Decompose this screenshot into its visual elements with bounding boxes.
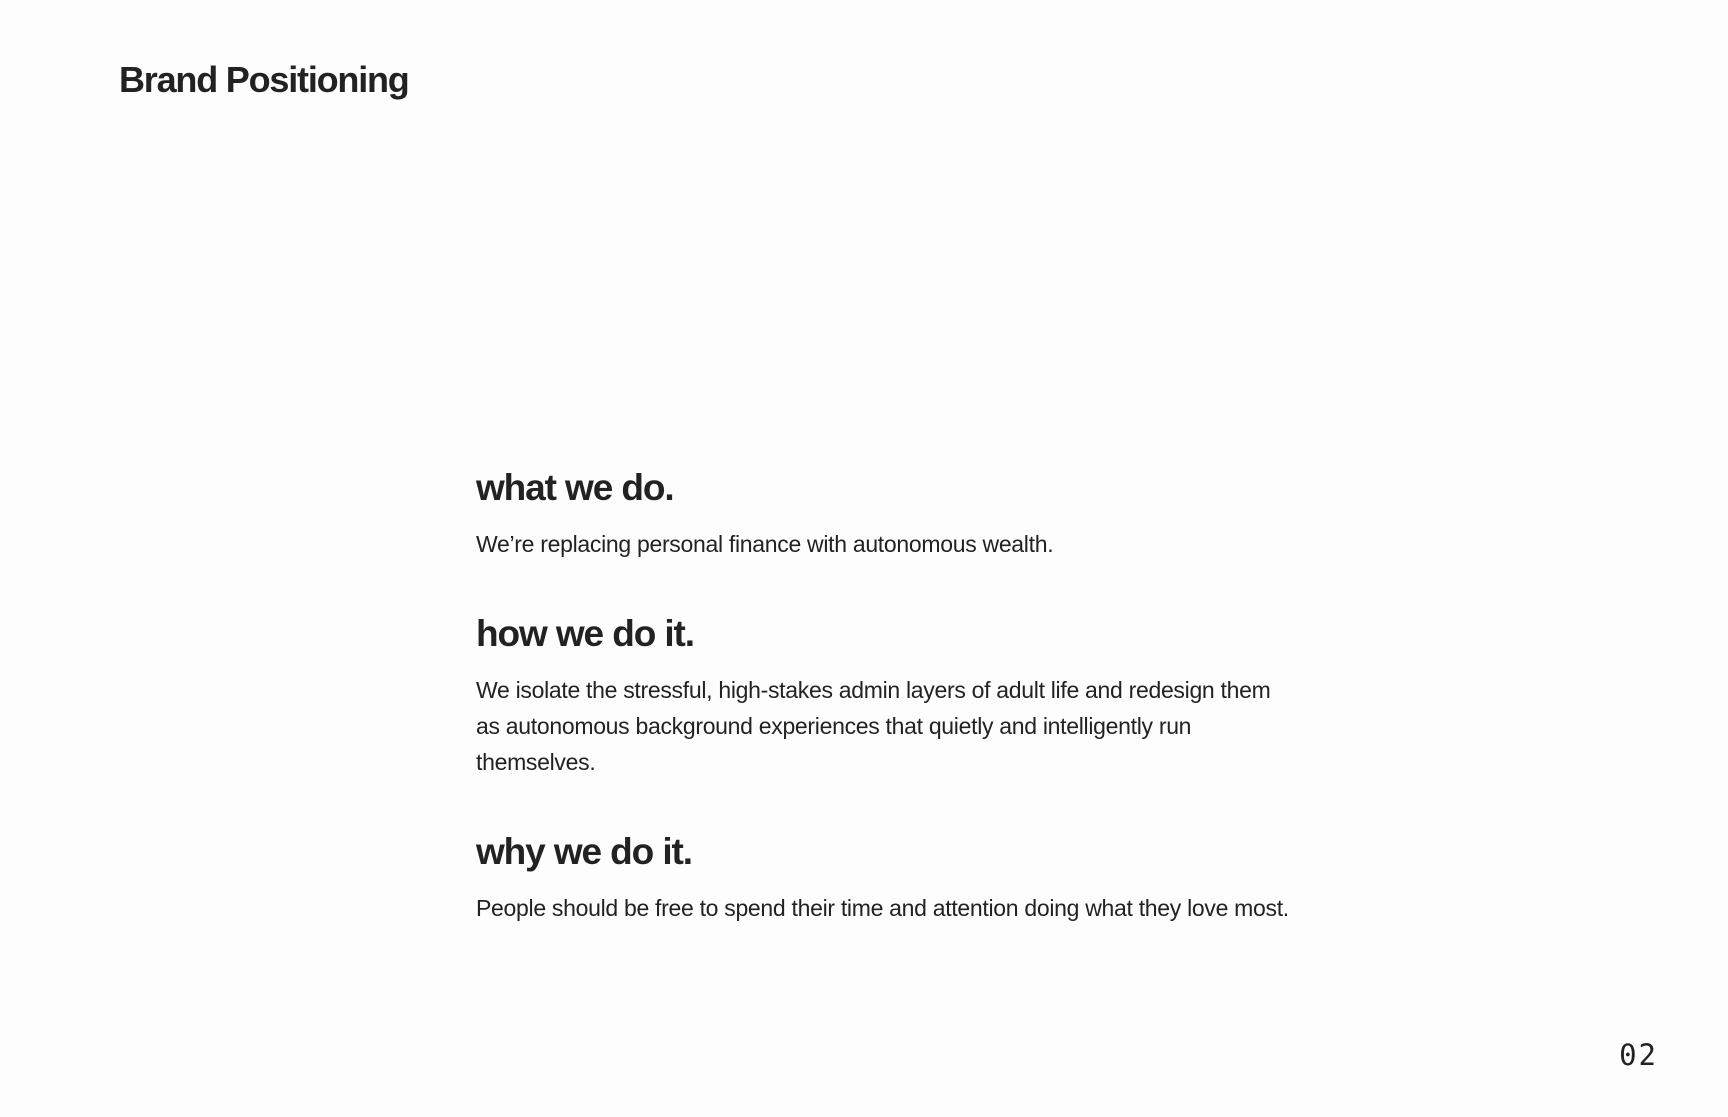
positioning-content [476,466,1296,926]
section-body-why-we-do-it: People should be free to spend their time and attention doing what they love most. [476,895,1289,921]
section-why-we-do-it [476,830,1296,926]
section-heading-why-we-do-it: why we do it. [476,831,692,872]
section-what-we-do [476,466,1296,562]
section-heading-how-we-do-it: how we do it. [476,613,694,654]
section-body-what-we-do: We’re replacing personal finance with autonomous wealth. [476,531,1054,557]
section-heading-what-we-do: what we do. [476,467,674,508]
section-body-how-we-do-it: We isolate the stressful, high-stakes admin layers of adult life and redesign them as autonomous background experiences that quietly and intelligently run themselves. [476,677,1271,775]
section-how-we-do-it [476,612,1296,780]
slide-title: Brand Positioning [119,59,409,100]
page-number: 02 [1619,1038,1658,1072]
